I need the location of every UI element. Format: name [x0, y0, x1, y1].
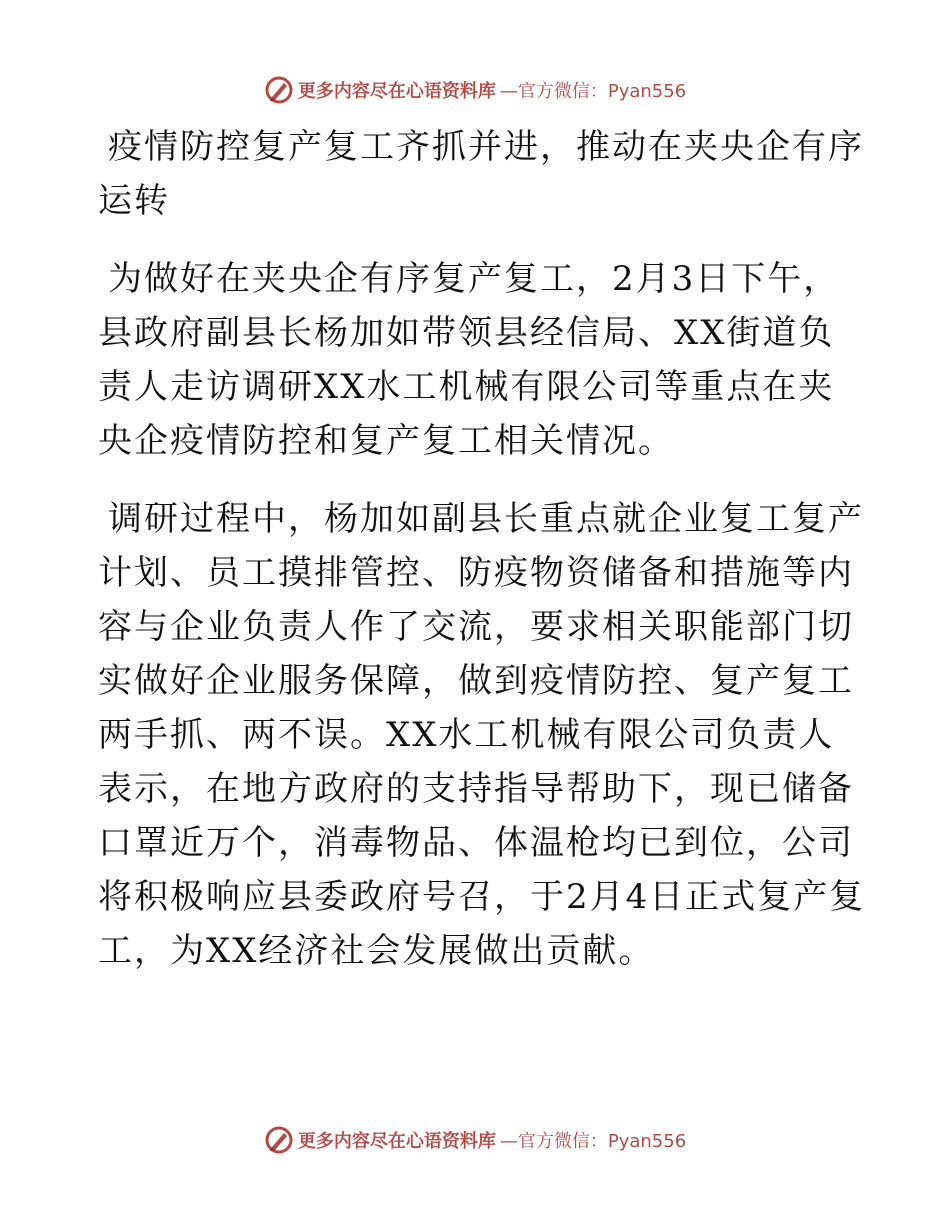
footer-watermark	[0, 1122, 950, 1158]
watermark-text: 更多内容尽在心语资料库	[297, 81, 496, 102]
pen-logo-icon	[264, 1125, 294, 1155]
watermark-text: 更多内容尽在心语资料库	[297, 1131, 496, 1152]
watermark-contact: —官方微信：Pyan556	[499, 81, 687, 102]
header-watermark	[0, 72, 950, 108]
watermark-contact: —官方微信：Pyan556	[499, 1131, 687, 1152]
document-body	[98, 120, 868, 1002]
paragraph-1: 为做好在夹央企有序复产复工，2月3日下午，县政府副县长杨加如带领县经信局、XX街道负责人走访调研XX水工机械有限公司等重点在夹央企疫情防控和复产复工相关情况。	[98, 259, 840, 461]
pen-logo-icon	[264, 75, 294, 105]
paragraph-2: 调研过程中，杨加如副县长重点就企业复工复产计划、员工摸排管控、防疫物资储备和措施等内容与企业负责人作了交流，要求相关职能部门切实做好企业服务保障，做到疫情防控、复产复工两手抓、两不误。XX水工机械有限公司负责人表示，在地方政府的支持指导帮助下，现已储备口罩近万个，消毒物品、体温枪均已到位，公司将积极响应县委政府号召，于2月4日正式复产复工，为XX经济社会发展做出贡献。	[98, 499, 866, 971]
document-title: 疫情防控复产复工齐抓并进，推动在夹央企有序运转	[98, 127, 864, 221]
